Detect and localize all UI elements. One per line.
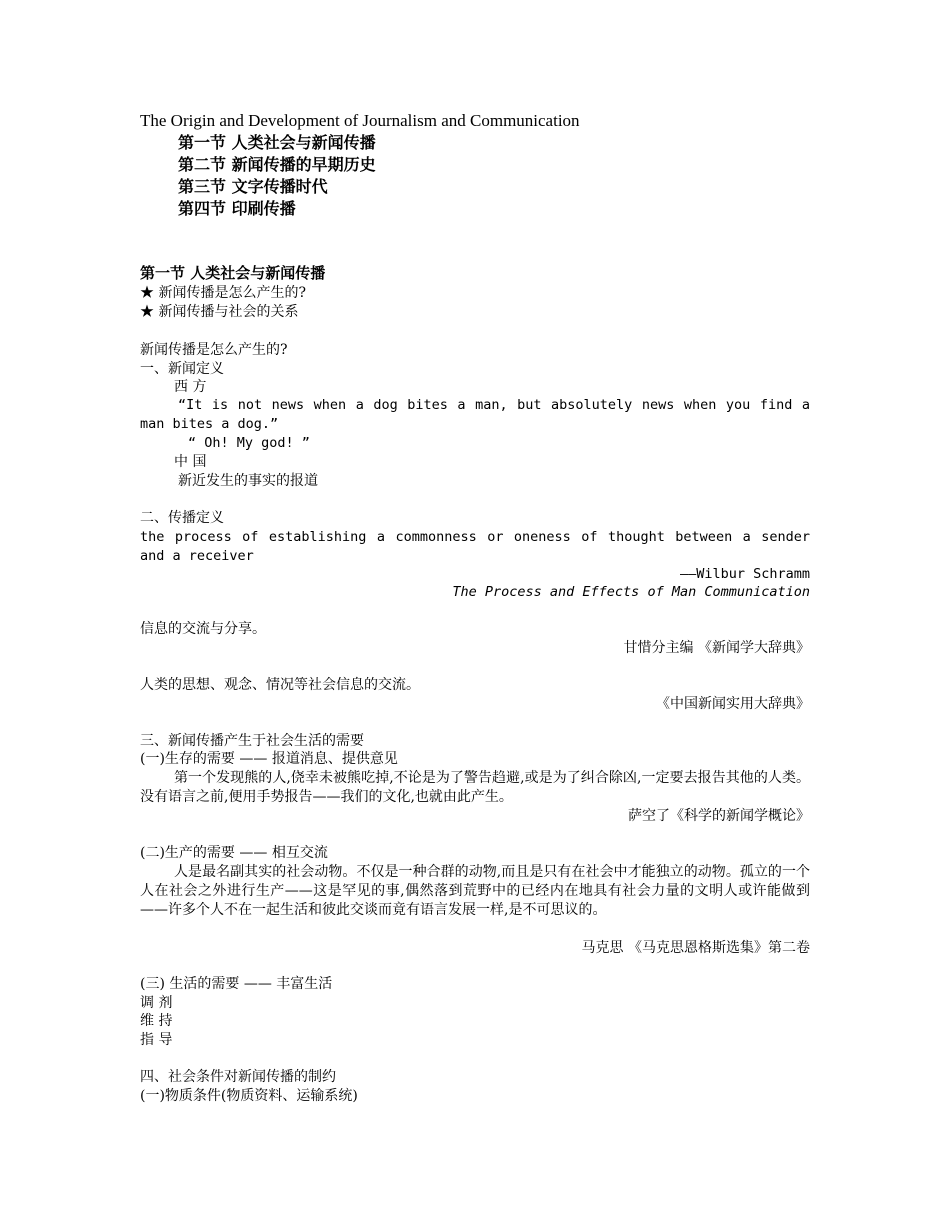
- need-3-item-guide: 指 导: [140, 1032, 173, 1048]
- need-3-item-adjust: 调 剂: [140, 995, 173, 1011]
- section-3-heading: 三、新闻传播产生于社会生活的需要: [140, 733, 364, 749]
- toc-item-4: 第四节 印刷传播: [178, 199, 296, 218]
- west-quote: “It is not news when a dog bites a man, but absolutely news when you find a man bites a dog.”: [140, 397, 810, 432]
- section-4-heading: 四、社会条件对新闻传播的制约: [140, 1069, 336, 1085]
- china-label: 中 国: [174, 454, 207, 470]
- communication-definition-heading: 二、传播定义: [140, 510, 224, 526]
- toc-item-3: 第三节 文字传播时代: [178, 177, 328, 196]
- human-ideas-definition: 人类的思想、观念、情况等社会信息的交流。: [140, 677, 420, 693]
- china-definition: 新近发生的事实的报道: [178, 473, 318, 489]
- sub-heading: 新闻传播是怎么产生的?: [140, 342, 288, 358]
- key-question-2: ★ 新闻传播与社会的关系: [140, 304, 299, 320]
- need-2-paragraph: 人是最名副其实的社会动物。不仅是一种合群的动物,而且是只有在社会中才能独立的动物。孤立的一个人在社会之外进行生产——这是罕见的事,偶然落到荒野中的已经内在地具有社会力量的文明人或许能做到——许多个人不在一起生活和彼此交谈而竟有语言发展一样,是不可思议的。: [140, 864, 810, 918]
- schramm-book-title: The Process and Effects of Man Communication: [452, 584, 810, 600]
- west-label: 西 方: [174, 379, 207, 395]
- need-1-heading: (一)生存的需要 —— 报道消息、提供意见: [140, 751, 398, 767]
- need-1-source: 萨空了《科学的新闻学概论》: [628, 808, 810, 824]
- need-1-paragraph: 第一个发现熊的人,侥幸未被熊吃掉,不论是为了警告趋避,或是为了纠合除凶,一定要去报告其他的人类。没有语言之前,便用手势报告——我们的文化,也就由此产生。: [140, 770, 810, 805]
- gan-dictionary-source: 甘惜分主编 《新闻学大辞典》: [623, 640, 810, 656]
- communication-quote: the process of establishing a commonness or oneness of thought between a sender and a receiver: [140, 529, 810, 564]
- info-share-definition: 信息的交流与分享。: [140, 621, 266, 637]
- oh-my-god-quote: “ Oh! My god! ”: [188, 435, 310, 451]
- toc-item-1: 第一节 人类社会与新闻传播: [178, 133, 376, 152]
- schramm-attribution: ——Wilbur Schramm: [679, 566, 810, 582]
- chinese-dictionary-source: 《中国新闻实用大辞典》: [656, 696, 810, 712]
- toc-item-2: 第二节 新闻传播的早期历史: [178, 155, 376, 174]
- need-2-source: 马克思 《马克思恩格斯选集》第二卷: [581, 940, 810, 956]
- news-definition-heading: 一、新闻定义: [140, 361, 224, 377]
- condition-1-heading: (一)物质条件(物质资料、运输系统): [140, 1088, 358, 1104]
- section-1-heading: 第一节 人类社会与新闻传播: [140, 264, 326, 282]
- need-3-heading: (三) 生活的需要 —— 丰富生活: [140, 976, 333, 992]
- key-question-1: ★ 新闻传播是怎么产生的?: [140, 285, 306, 301]
- document-title-english: The Origin and Development of Journalism and Communication: [140, 111, 580, 130]
- need-2-heading: (二)生产的需要 —— 相互交流: [140, 845, 328, 861]
- need-3-item-maintain: 维 持: [140, 1013, 173, 1029]
